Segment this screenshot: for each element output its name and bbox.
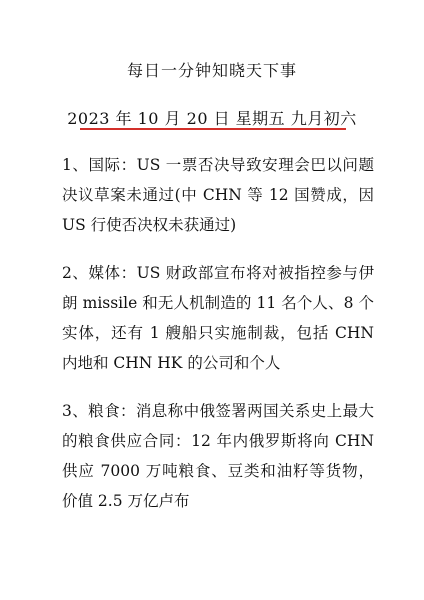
- news-item-text: 3、粮食：消息称中俄签署两国关系史上最大的粮食供应合同：12 年内俄罗斯将向 CHN 供应 7000 万吨粮食、豆类和油籽等货物，价值 2.5 万亿卢布: [62, 402, 374, 510]
- date-line: 2023 年 10 月 20 日 星期五 九月初六: [67, 109, 357, 128]
- page-title: 每日一分钟知晓天下事: [126, 61, 297, 80]
- news-item-text: 1、国际：US 一票否决导致安理会巴以问题决议草案未通过(中 CHN 等 12 国赞成，因 US 行使否决权未获通过): [62, 156, 374, 234]
- news-item-2: [62, 258, 374, 378]
- news-item-3: [62, 396, 374, 516]
- news-item-text: 2、媒体：US 财政部宣布将对被指控参与伊朗 missile 和无人机制造的 11 名个人、8 个实体，还有 1 艘船只实施制裁，包括 CHN 内地和 CHN HK 的公司和个人: [62, 264, 374, 372]
- news-item-1: [62, 150, 374, 240]
- date-underline: [80, 128, 346, 130]
- news-list: [62, 150, 374, 534]
